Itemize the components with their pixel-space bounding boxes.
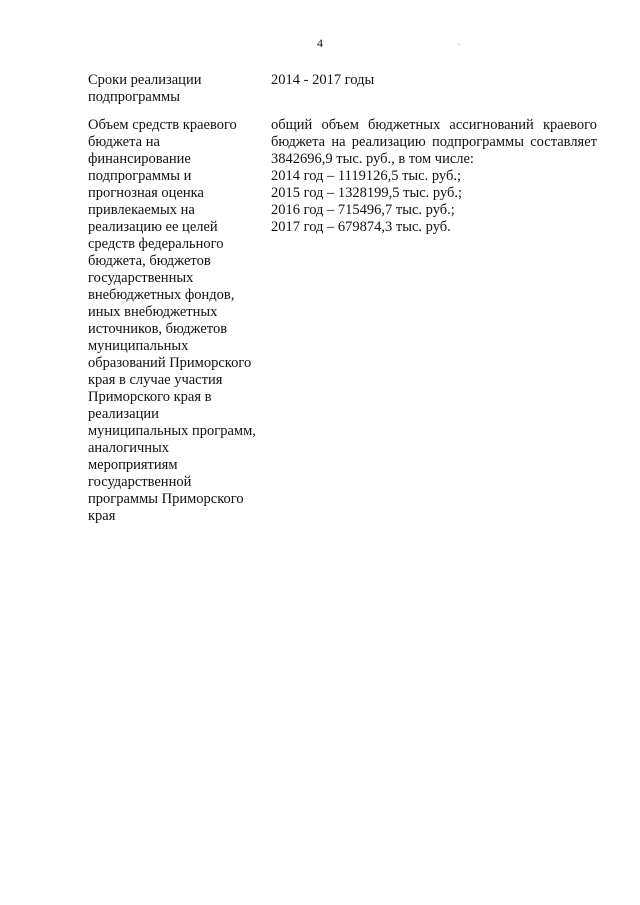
budget-year-2017: 2017 год – 679874,3 тыс. руб. (271, 219, 451, 235)
period-label: Сроки реализации подпрограммы (88, 72, 202, 105)
budget-intro: общий объем бюджетных ассигнований краевого бюджета на реализацию подпрограммы составляет 3842696,9 тыс. руб., в том числе: (271, 117, 597, 167)
scan-speck (458, 44, 460, 45)
page-number: 4 (317, 36, 323, 50)
budget-value (271, 117, 597, 236)
period-value: 2014 - 2017 годы (271, 72, 375, 88)
budget-year-2014: 2014 год – 1119126,5 тыс. руб.; (271, 168, 462, 184)
budget-year-2015: 2015 год – 1328199,5 тыс. руб.; (271, 185, 463, 201)
budget-label: Объем средств краевого бюджета на финансирование подпрограммы и прогнозная оценка привлекаемых на реализацию ее целей средств федерального бюджета, бюджетов государственных внебюджетных фондов, иных внебюджетных источников, бюджетов муниципальных образований Приморского края в случае участия Приморского края в реализации муниципальных программ, аналогичных мероприятиям государственной программы Приморского края (88, 117, 256, 524)
budget-year-2016: 2016 год – 715496,7 тыс. руб.; (271, 202, 455, 218)
